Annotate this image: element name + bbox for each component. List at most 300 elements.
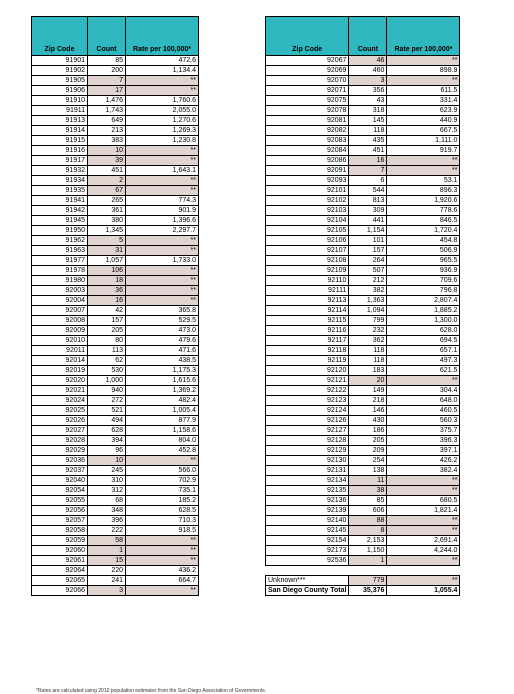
rate-cell: 2,297.7 bbox=[126, 226, 199, 236]
rate-cell: 628.0 bbox=[387, 326, 460, 336]
table-row bbox=[32, 226, 199, 236]
zip-code-cell: 91911 bbox=[32, 106, 88, 116]
table-row bbox=[266, 536, 460, 546]
count-cell: 232 bbox=[349, 326, 387, 336]
count-cell: 361 bbox=[88, 206, 126, 216]
rate-cell: 628.5 bbox=[126, 506, 199, 516]
zip-code-cell: 92119 bbox=[266, 356, 349, 366]
rate-cell: 365.8 bbox=[126, 306, 199, 316]
count-cell: 649 bbox=[88, 116, 126, 126]
rate-cell: 479.6 bbox=[126, 336, 199, 346]
rate-cell: 648.0 bbox=[387, 396, 460, 406]
count-cell: 18 bbox=[88, 276, 126, 286]
table-row bbox=[32, 526, 199, 536]
zip-code-cell: 92057 bbox=[32, 516, 88, 526]
rate-cell: 623.9 bbox=[387, 106, 460, 116]
count-cell: 441 bbox=[349, 216, 387, 226]
count-cell: 31 bbox=[88, 246, 126, 256]
count-cell: 356 bbox=[349, 86, 387, 96]
rate-cell: ** bbox=[387, 76, 460, 86]
table-row bbox=[266, 266, 460, 276]
table-row bbox=[32, 356, 199, 366]
rate-cell: 796.8 bbox=[387, 286, 460, 296]
table-row bbox=[32, 196, 199, 206]
table-row bbox=[32, 456, 199, 466]
zip-code-cell: 92083 bbox=[266, 136, 349, 146]
count-cell: 11 bbox=[349, 476, 387, 486]
table-row bbox=[266, 226, 460, 236]
spacer-row bbox=[266, 566, 460, 576]
zip-code-cell: 92127 bbox=[266, 426, 349, 436]
header-row bbox=[32, 17, 199, 56]
rate-cell: 560.3 bbox=[387, 416, 460, 426]
rate-cell: 1,300.0 bbox=[387, 316, 460, 326]
table-row bbox=[32, 146, 199, 156]
count-cell: 183 bbox=[349, 366, 387, 376]
zip-code-cell: 92154 bbox=[266, 536, 349, 546]
right-zip-table bbox=[265, 16, 460, 596]
zip-code-cell: 92104 bbox=[266, 216, 349, 226]
rate-cell: 1,369.2 bbox=[126, 386, 199, 396]
zip-code-cell: 92118 bbox=[266, 346, 349, 356]
zip-code-cell: 92115 bbox=[266, 316, 349, 326]
count-cell: 205 bbox=[88, 326, 126, 336]
count-cell: 209 bbox=[349, 446, 387, 456]
rate-cell: ** bbox=[126, 146, 199, 156]
table-row bbox=[32, 396, 199, 406]
zip-code-cell: 91962 bbox=[32, 236, 88, 246]
table-row bbox=[266, 136, 460, 146]
table-row bbox=[266, 76, 460, 86]
table-row bbox=[266, 516, 460, 526]
zip-code-cell: 92027 bbox=[32, 426, 88, 436]
count-cell: 20 bbox=[349, 376, 387, 386]
table-row bbox=[266, 326, 460, 336]
count-cell: 451 bbox=[349, 146, 387, 156]
table-row bbox=[32, 316, 199, 326]
table-row bbox=[32, 246, 199, 256]
rate-cell: 1,175.3 bbox=[126, 366, 199, 376]
zip-code-cell: 92040 bbox=[32, 476, 88, 486]
table-row bbox=[32, 306, 199, 316]
count-cell: 521 bbox=[88, 406, 126, 416]
rate-cell: 438.5 bbox=[126, 356, 199, 366]
rate-cell: 482.4 bbox=[126, 396, 199, 406]
rate-cell: 185.2 bbox=[126, 496, 199, 506]
table-row bbox=[266, 286, 460, 296]
zip-code-cell: 92130 bbox=[266, 456, 349, 466]
zip-code-cell: 92084 bbox=[266, 146, 349, 156]
table-row bbox=[32, 346, 199, 356]
table-row bbox=[266, 56, 460, 66]
zip-code-cell: 92123 bbox=[266, 396, 349, 406]
table-row bbox=[266, 216, 460, 226]
zip-code-cell: 92037 bbox=[32, 466, 88, 476]
table-row bbox=[32, 156, 199, 166]
rate-cell: ** bbox=[126, 276, 199, 286]
rate-cell: ** bbox=[126, 266, 199, 276]
county-total-label: San Diego County Total bbox=[266, 586, 349, 596]
zip-code-cell: 91935 bbox=[32, 186, 88, 196]
table-row bbox=[32, 376, 199, 386]
count-cell: 544 bbox=[349, 186, 387, 196]
zip-code-cell: 92061 bbox=[32, 556, 88, 566]
count-cell: 272 bbox=[88, 396, 126, 406]
table-row bbox=[266, 206, 460, 216]
rate-cell: 710.3 bbox=[126, 516, 199, 526]
rate-cell: 2,055.0 bbox=[126, 106, 199, 116]
table-row bbox=[32, 466, 199, 476]
table-row bbox=[266, 436, 460, 446]
zip-code-cell: 92114 bbox=[266, 306, 349, 316]
rate-cell: 304.4 bbox=[387, 386, 460, 396]
zip-code-cell: 92101 bbox=[266, 186, 349, 196]
table-row bbox=[32, 96, 199, 106]
count-cell: 38 bbox=[349, 486, 387, 496]
count-cell: 254 bbox=[349, 456, 387, 466]
table-row bbox=[32, 436, 199, 446]
zip-code-cell: 92109 bbox=[266, 266, 349, 276]
count-cell: 43 bbox=[349, 96, 387, 106]
zip-code-cell: 92113 bbox=[266, 296, 349, 306]
count-cell: 118 bbox=[349, 356, 387, 366]
zip-code-cell: 92021 bbox=[32, 386, 88, 396]
count-cell: 318 bbox=[349, 106, 387, 116]
rate-header: Rate per 100,000* bbox=[387, 17, 460, 56]
zip-code-cell: 92105 bbox=[266, 226, 349, 236]
rate-cell: 1,615.6 bbox=[126, 376, 199, 386]
rate-cell: 397.1 bbox=[387, 446, 460, 456]
count-cell: 6 bbox=[349, 176, 387, 186]
count-cell: 494 bbox=[88, 416, 126, 426]
zip-code-cell: 92028 bbox=[32, 436, 88, 446]
table-row bbox=[32, 336, 199, 346]
count-cell: 88 bbox=[349, 516, 387, 526]
zip-code-cell: 92054 bbox=[32, 486, 88, 496]
right-table-body bbox=[266, 56, 460, 566]
count-cell: 348 bbox=[88, 506, 126, 516]
zip-code-cell: 92060 bbox=[32, 546, 88, 556]
rate-cell: 375.7 bbox=[387, 426, 460, 436]
rate-cell: 382.4 bbox=[387, 466, 460, 476]
count-cell: 149 bbox=[349, 386, 387, 396]
zip-code-cell: 92111 bbox=[266, 286, 349, 296]
rate-cell: 702.9 bbox=[126, 476, 199, 486]
rate-cell: 919.7 bbox=[387, 146, 460, 156]
table-row bbox=[266, 396, 460, 406]
rate-cell: 1,760.6 bbox=[126, 96, 199, 106]
table-row bbox=[266, 306, 460, 316]
rate-cell: 2,807.4 bbox=[387, 296, 460, 306]
table-row bbox=[32, 86, 199, 96]
zip-code-cell: 91945 bbox=[32, 216, 88, 226]
rate-cell: ** bbox=[387, 166, 460, 176]
count-cell: 245 bbox=[88, 466, 126, 476]
table-row bbox=[266, 476, 460, 486]
count-cell: 7 bbox=[88, 76, 126, 86]
rate-cell: 611.5 bbox=[387, 86, 460, 96]
count-cell: 1,363 bbox=[349, 296, 387, 306]
rate-cell: 694.5 bbox=[387, 336, 460, 346]
zip-code-cell: 92093 bbox=[266, 176, 349, 186]
table-row bbox=[32, 76, 199, 86]
zip-code-cell: 92108 bbox=[266, 256, 349, 266]
count-cell: 16 bbox=[349, 156, 387, 166]
count-cell: 17 bbox=[88, 86, 126, 96]
zip-code-cell: 92173 bbox=[266, 546, 349, 556]
count-cell: 1,094 bbox=[349, 306, 387, 316]
zip-code-cell: 92091 bbox=[266, 166, 349, 176]
zip-code-cell: 91934 bbox=[32, 176, 88, 186]
table-row bbox=[32, 186, 199, 196]
zip-code-cell: 91916 bbox=[32, 146, 88, 156]
count-cell: 106 bbox=[88, 266, 126, 276]
rate-cell: 497.3 bbox=[387, 356, 460, 366]
table-row bbox=[32, 576, 199, 586]
count-cell: 85 bbox=[88, 56, 126, 66]
count-cell: 39 bbox=[88, 156, 126, 166]
rate-cell: 426.2 bbox=[387, 456, 460, 466]
rate-cell: 621.5 bbox=[387, 366, 460, 376]
zip-code-cell: 92139 bbox=[266, 506, 349, 516]
zip-code-cell: 92102 bbox=[266, 196, 349, 206]
rate-cell: 804.0 bbox=[126, 436, 199, 446]
table-row bbox=[266, 96, 460, 106]
zip-code-cell: 92056 bbox=[32, 506, 88, 516]
table-row bbox=[266, 456, 460, 466]
table-row bbox=[266, 246, 460, 256]
zip-code-cell: 92024 bbox=[32, 396, 88, 406]
rate-cell: ** bbox=[387, 526, 460, 536]
count-cell: 394 bbox=[88, 436, 126, 446]
rate-cell: ** bbox=[126, 586, 199, 596]
table-row bbox=[266, 236, 460, 246]
count-cell: 1,057 bbox=[88, 256, 126, 266]
count-cell: 222 bbox=[88, 526, 126, 536]
table-row bbox=[266, 166, 460, 176]
count-cell: 380 bbox=[88, 216, 126, 226]
table-row bbox=[32, 106, 199, 116]
count-cell: 138 bbox=[349, 466, 387, 476]
table-row bbox=[32, 166, 199, 176]
count-cell: 382 bbox=[349, 286, 387, 296]
count-cell: 940 bbox=[88, 386, 126, 396]
rate-cell: 664.7 bbox=[126, 576, 199, 586]
count-cell: 145 bbox=[349, 116, 387, 126]
rate-cell: 709.6 bbox=[387, 276, 460, 286]
count-cell: 3 bbox=[88, 586, 126, 596]
rate-cell: 396.3 bbox=[387, 436, 460, 446]
rate-cell: ** bbox=[387, 476, 460, 486]
table-row bbox=[266, 276, 460, 286]
zip-code-cell: 92126 bbox=[266, 416, 349, 426]
count-cell: 58 bbox=[88, 536, 126, 546]
rate-cell: 774.3 bbox=[126, 196, 199, 206]
count-cell: 310 bbox=[88, 476, 126, 486]
count-cell: 157 bbox=[349, 246, 387, 256]
count-cell: 146 bbox=[349, 406, 387, 416]
rate-cell: ** bbox=[126, 236, 199, 246]
zip-code-cell: 92004 bbox=[32, 296, 88, 306]
count-cell: 430 bbox=[349, 416, 387, 426]
table-row bbox=[266, 316, 460, 326]
rate-cell: ** bbox=[387, 486, 460, 496]
count-cell: 435 bbox=[349, 136, 387, 146]
zip-code-cell: 92019 bbox=[32, 366, 88, 376]
zip-code-cell: 92134 bbox=[266, 476, 349, 486]
count-cell: 8 bbox=[349, 526, 387, 536]
rate-cell: ** bbox=[387, 376, 460, 386]
rate-cell: ** bbox=[387, 516, 460, 526]
table-row bbox=[32, 126, 199, 136]
count-cell: 451 bbox=[88, 166, 126, 176]
zip-code-cell: 92128 bbox=[266, 436, 349, 446]
rate-cell: 331.4 bbox=[387, 96, 460, 106]
rate-cell: 506.9 bbox=[387, 246, 460, 256]
zip-code-cell: 91941 bbox=[32, 196, 88, 206]
rate-cell: ** bbox=[126, 186, 199, 196]
count-cell: 200 bbox=[88, 66, 126, 76]
table-row bbox=[32, 486, 199, 496]
table-row bbox=[32, 176, 199, 186]
zip-code-cell: 92086 bbox=[266, 156, 349, 166]
zip-code-cell: 92055 bbox=[32, 496, 88, 506]
rate-cell: 1,821.4 bbox=[387, 506, 460, 516]
rate-cell: ** bbox=[126, 546, 199, 556]
count-cell: 205 bbox=[349, 436, 387, 446]
count-cell: 1 bbox=[88, 546, 126, 556]
count-cell: 212 bbox=[349, 276, 387, 286]
count-cell: 2 bbox=[88, 176, 126, 186]
zip-code-cell: 92066 bbox=[32, 586, 88, 596]
zip-code-cell: 91914 bbox=[32, 126, 88, 136]
zip-code-cell: 92059 bbox=[32, 536, 88, 546]
rate-cell: ** bbox=[387, 556, 460, 566]
count-cell: 383 bbox=[88, 136, 126, 146]
count-cell: 10 bbox=[88, 146, 126, 156]
count-cell: 5 bbox=[88, 236, 126, 246]
count-cell: 264 bbox=[349, 256, 387, 266]
zip-code-cell: 92025 bbox=[32, 406, 88, 416]
count-cell: 309 bbox=[349, 206, 387, 216]
zip-code-cell: 92071 bbox=[266, 86, 349, 96]
rate-cell: 529.5 bbox=[126, 316, 199, 326]
zip-code-cell: 92064 bbox=[32, 566, 88, 576]
table-row bbox=[266, 256, 460, 266]
table-row bbox=[266, 66, 460, 76]
table-row bbox=[32, 566, 199, 576]
table-row bbox=[266, 426, 460, 436]
rate-cell: 1,733.0 bbox=[126, 256, 199, 266]
zip-code-cell: 91932 bbox=[32, 166, 88, 176]
zip-code-cell: 92103 bbox=[266, 206, 349, 216]
rate-cell: 460.5 bbox=[387, 406, 460, 416]
table-row bbox=[266, 296, 460, 306]
zip-code-cell: 92069 bbox=[266, 66, 349, 76]
table-row bbox=[266, 116, 460, 126]
table-row bbox=[32, 286, 199, 296]
table-row bbox=[32, 586, 199, 596]
rate-cell: 735.1 bbox=[126, 486, 199, 496]
table-row bbox=[32, 406, 199, 416]
table-row bbox=[32, 296, 199, 306]
count-cell: 96 bbox=[88, 446, 126, 456]
rate-cell: 680.5 bbox=[387, 496, 460, 506]
table-row bbox=[32, 426, 199, 436]
unknown-row bbox=[266, 576, 460, 586]
unknown-count: 779 bbox=[349, 576, 387, 586]
rate-cell: 936.9 bbox=[387, 266, 460, 276]
rate-cell: 898.9 bbox=[387, 66, 460, 76]
zip-code-cell: 92140 bbox=[266, 516, 349, 526]
rate-cell: 1,111.0 bbox=[387, 136, 460, 146]
zip-code-cell: 92058 bbox=[32, 526, 88, 536]
rate-cell: 2,691.4 bbox=[387, 536, 460, 546]
rate-cell: 1,005.4 bbox=[126, 406, 199, 416]
count-cell: 1,345 bbox=[88, 226, 126, 236]
rate-cell: 436.2 bbox=[126, 566, 199, 576]
count-cell: 46 bbox=[349, 56, 387, 66]
zip-code-cell: 91913 bbox=[32, 116, 88, 126]
rate-cell: 901.9 bbox=[126, 206, 199, 216]
table-row bbox=[32, 546, 199, 556]
zip-code-cell: 92070 bbox=[266, 76, 349, 86]
table-row bbox=[266, 176, 460, 186]
rate-cell: 452.8 bbox=[126, 446, 199, 456]
table-row bbox=[32, 56, 199, 66]
count-cell: 62 bbox=[88, 356, 126, 366]
zip-code-cell: 92131 bbox=[266, 466, 349, 476]
zip-code-header: Zip Code bbox=[266, 17, 349, 56]
count-cell: 15 bbox=[88, 556, 126, 566]
zip-code-cell: 92026 bbox=[32, 416, 88, 426]
left-zip-table bbox=[31, 16, 199, 596]
rate-cell: ** bbox=[387, 156, 460, 166]
count-cell: 2,153 bbox=[349, 536, 387, 546]
zip-code-cell: 91902 bbox=[32, 66, 88, 76]
zip-code-cell: 92110 bbox=[266, 276, 349, 286]
zip-code-cell: 92067 bbox=[266, 56, 349, 66]
zip-code-cell: 91942 bbox=[32, 206, 88, 216]
zip-code-cell: 91905 bbox=[32, 76, 88, 86]
count-cell: 241 bbox=[88, 576, 126, 586]
table-row bbox=[32, 496, 199, 506]
rate-cell: ** bbox=[126, 176, 199, 186]
zip-code-cell: 91917 bbox=[32, 156, 88, 166]
count-cell: 1,150 bbox=[349, 546, 387, 556]
count-cell: 42 bbox=[88, 306, 126, 316]
table-row bbox=[266, 346, 460, 356]
count-cell: 118 bbox=[349, 346, 387, 356]
rate-cell: ** bbox=[387, 56, 460, 66]
count-cell: 16 bbox=[88, 296, 126, 306]
zip-code-cell: 92003 bbox=[32, 286, 88, 296]
count-cell: 220 bbox=[88, 566, 126, 576]
count-cell: 1,000 bbox=[88, 376, 126, 386]
zip-code-cell: 92106 bbox=[266, 236, 349, 246]
left-table-body bbox=[32, 56, 199, 596]
zip-code-cell: 92536 bbox=[266, 556, 349, 566]
table-row bbox=[266, 366, 460, 376]
rate-cell: 657.1 bbox=[387, 346, 460, 356]
zip-code-cell: 92075 bbox=[266, 96, 349, 106]
zip-code-cell: 92121 bbox=[266, 376, 349, 386]
table-row bbox=[32, 116, 199, 126]
table-row bbox=[266, 156, 460, 166]
zip-code-cell: 92122 bbox=[266, 386, 349, 396]
count-cell: 218 bbox=[349, 396, 387, 406]
county-total-count: 35,376 bbox=[349, 586, 387, 596]
